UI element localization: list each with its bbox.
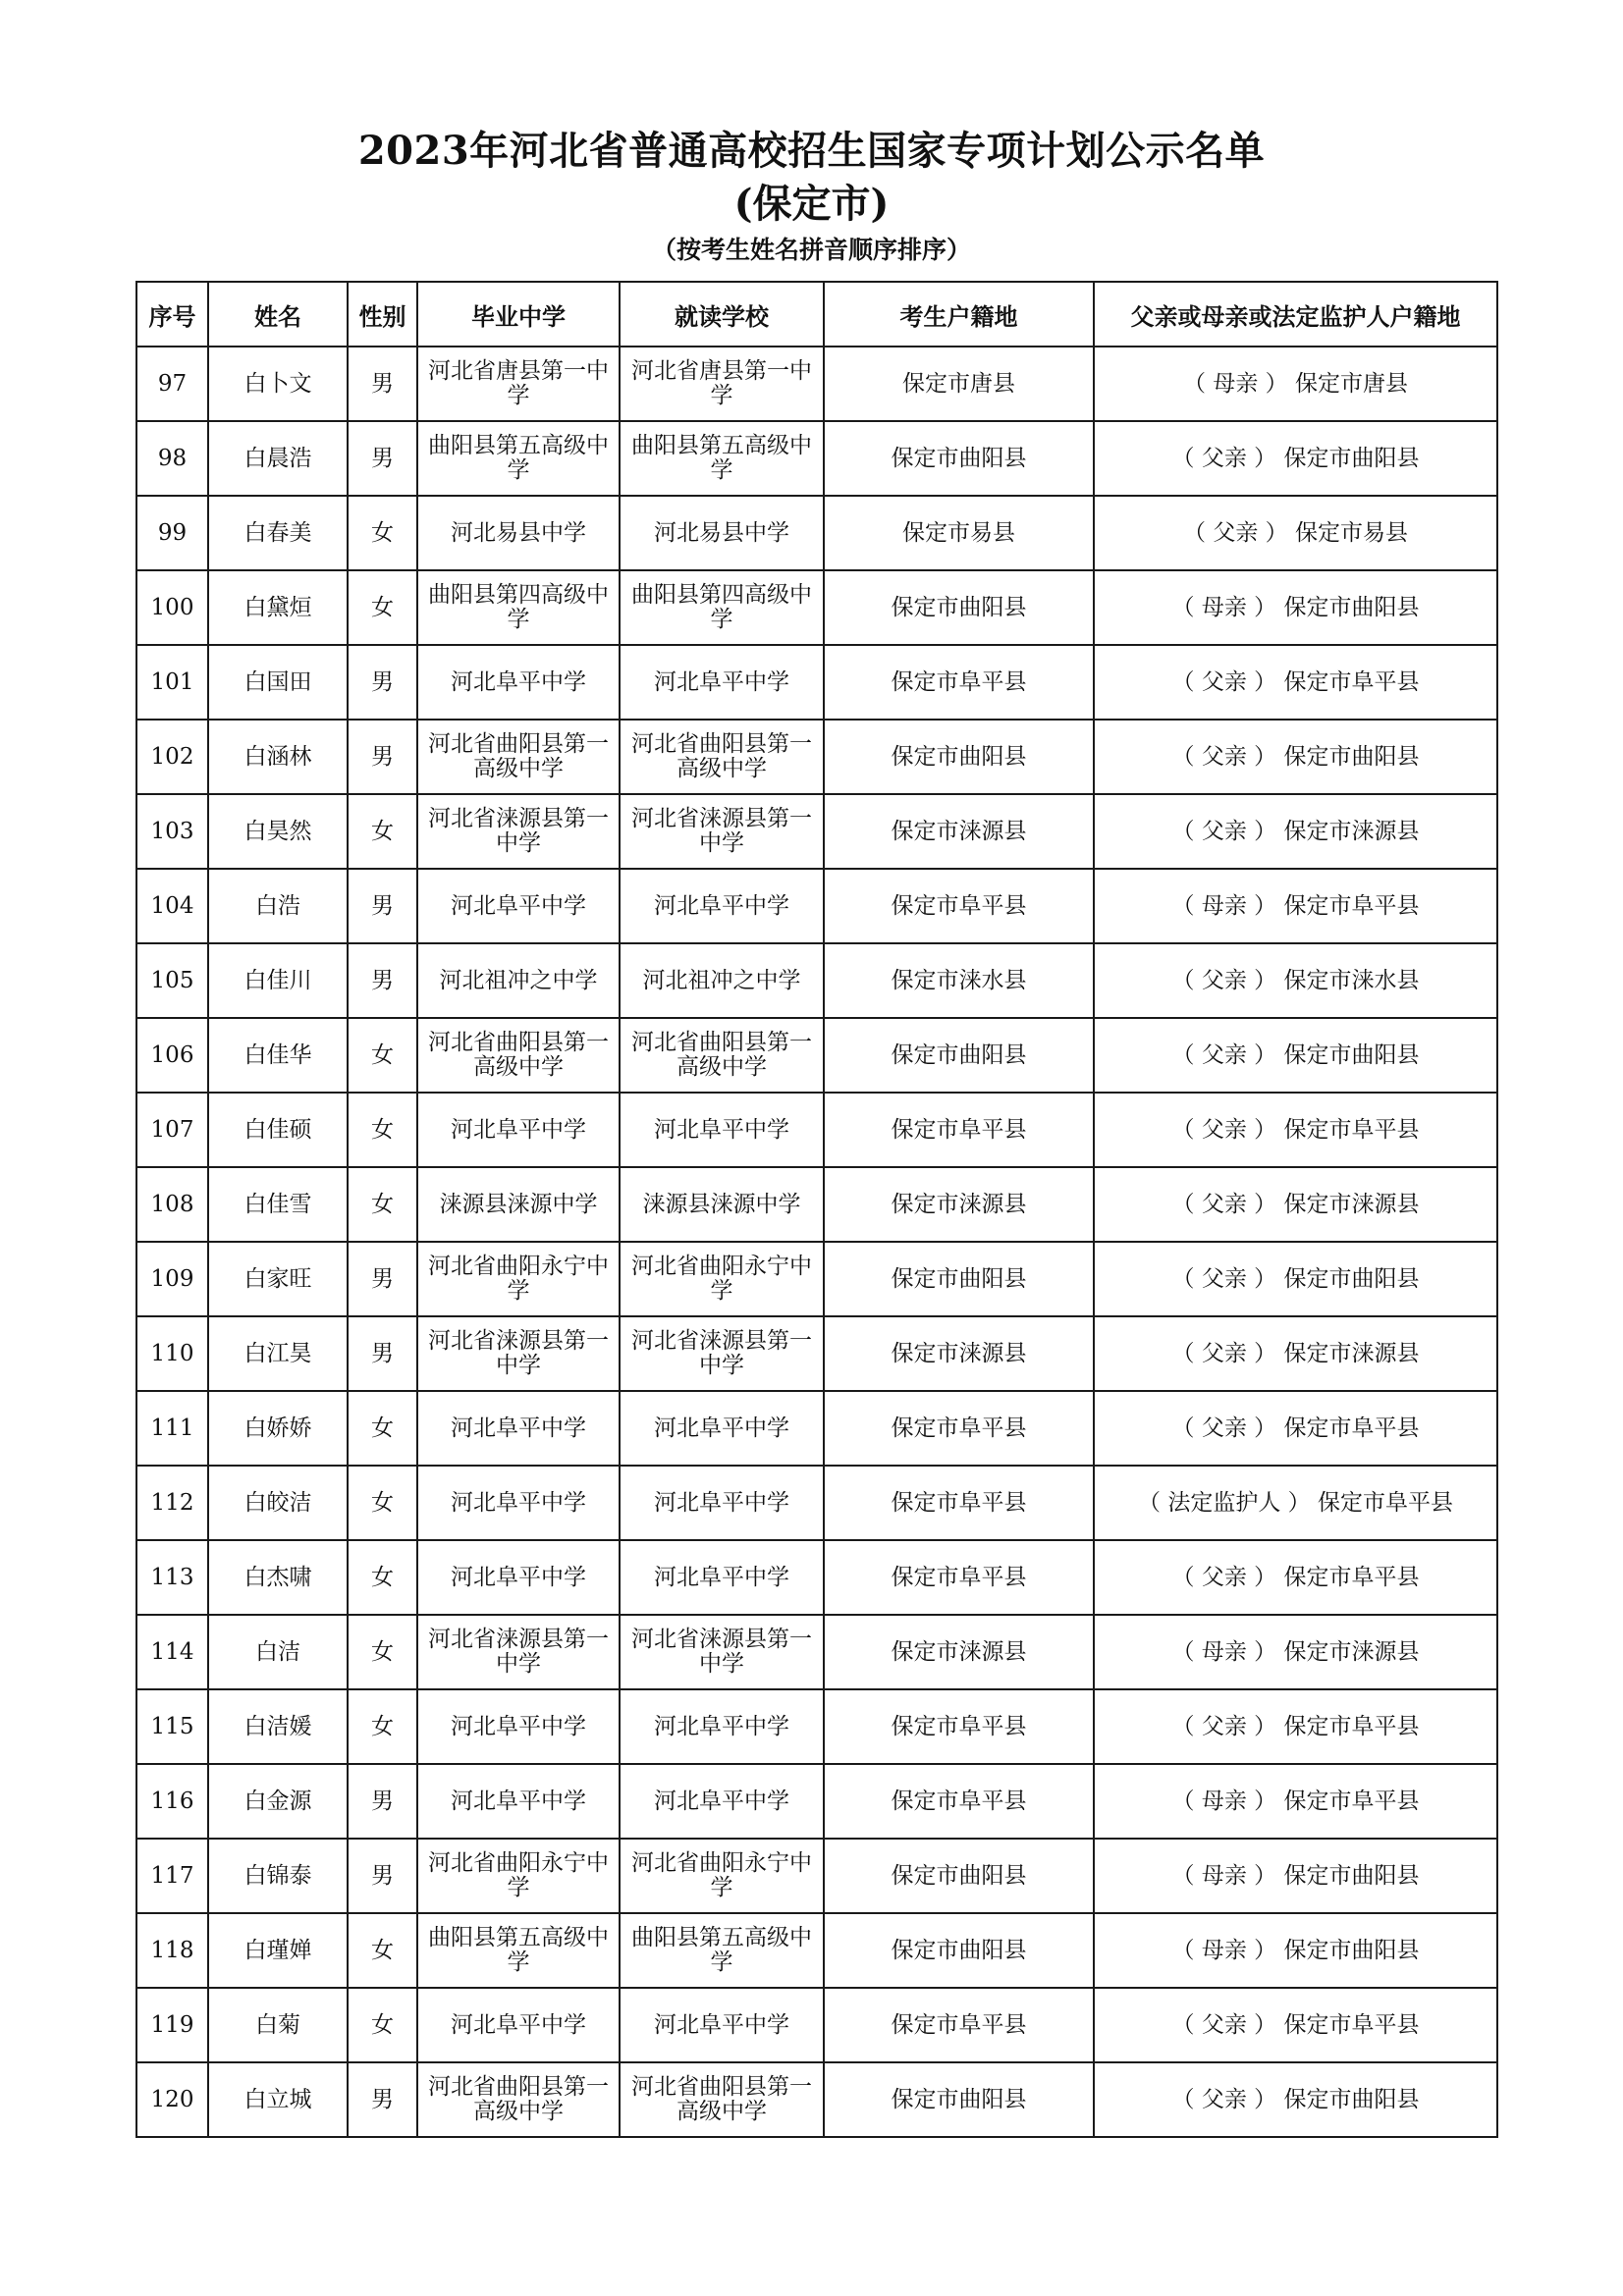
- cell-gender: 女: [348, 1391, 417, 1466]
- cell-name: 白立城: [208, 2062, 348, 2137]
- cell-name: 白洁: [208, 1615, 348, 1689]
- cell-name: 白晨浩: [208, 421, 348, 496]
- cell-name: 白菊: [208, 1988, 348, 2062]
- cell-name: 白金源: [208, 1764, 348, 1839]
- header-name: 姓名: [208, 282, 348, 347]
- table-header-row: [136, 282, 1497, 347]
- cell-graduation-school: 河北省唐县第一中学: [417, 347, 620, 421]
- cell-student-hukou: 保定市曲阳县: [824, 1018, 1094, 1093]
- cell-graduation-school: 河北阜平中学: [417, 1764, 620, 1839]
- cell-graduation-school: 河北省曲阳永宁中学: [417, 1242, 620, 1316]
- cell-index: 110: [136, 1316, 208, 1391]
- cell-guardian-hukou: （ 父亲 ） 保定市阜平县: [1094, 1689, 1497, 1764]
- cell-gender: 男: [348, 421, 417, 496]
- document-title: 2023年河北省普通高校招生国家专项计划公示名单: [357, 128, 1266, 174]
- cell-gender: 女: [348, 570, 417, 645]
- table-row: [136, 794, 1497, 869]
- cell-guardian-hukou: （ 母亲 ） 保定市曲阳县: [1094, 1913, 1497, 1988]
- cell-guardian-hukou: （ 母亲 ） 保定市曲阳县: [1094, 570, 1497, 645]
- cell-current-school: 河北阜平中学: [620, 1466, 824, 1540]
- cell-current-school: 河北阜平中学: [620, 645, 824, 720]
- cell-current-school: 河北阜平中学: [620, 1764, 824, 1839]
- cell-gender: 男: [348, 1764, 417, 1839]
- applicant-table: [135, 281, 1498, 2138]
- cell-name: 白春美: [208, 496, 348, 570]
- cell-student-hukou: 保定市唐县: [824, 347, 1094, 421]
- cell-name: 白江昊: [208, 1316, 348, 1391]
- cell-student-hukou: 保定市涞源县: [824, 1615, 1094, 1689]
- cell-graduation-school: 河北易县中学: [417, 496, 620, 570]
- cell-guardian-hukou: （ 母亲 ） 保定市涞源县: [1094, 1615, 1497, 1689]
- cell-current-school: 涞源县涞源中学: [620, 1167, 824, 1242]
- cell-current-school: 曲阳县第五高级中学: [620, 421, 824, 496]
- cell-guardian-hukou: （ 父亲 ） 保定市阜平县: [1094, 1391, 1497, 1466]
- cell-student-hukou: 保定市曲阳县: [824, 1242, 1094, 1316]
- cell-index: 100: [136, 570, 208, 645]
- cell-graduation-school: 河北省曲阳县第一高级中学: [417, 720, 620, 794]
- header-gender: 性别: [348, 282, 417, 347]
- table-body: [136, 347, 1497, 2137]
- table-row: [136, 1316, 1497, 1391]
- table-row: [136, 2062, 1497, 2137]
- table-row: [136, 347, 1497, 421]
- cell-guardian-hukou: （ 父亲 ） 保定市曲阳县: [1094, 421, 1497, 496]
- table-row: [136, 1093, 1497, 1167]
- cell-current-school: 曲阳县第五高级中学: [620, 1913, 824, 1988]
- cell-graduation-school: 河北省曲阳县第一高级中学: [417, 2062, 620, 2137]
- cell-index: 107: [136, 1093, 208, 1167]
- cell-current-school: 曲阳县第四高级中学: [620, 570, 824, 645]
- cell-current-school: 河北省曲阳永宁中学: [620, 1242, 824, 1316]
- cell-student-hukou: 保定市曲阳县: [824, 2062, 1094, 2137]
- cell-graduation-school: 河北阜平中学: [417, 1391, 620, 1466]
- cell-gender: 女: [348, 1615, 417, 1689]
- cell-gender: 男: [348, 1316, 417, 1391]
- cell-gender: 女: [348, 1913, 417, 1988]
- sort-note: （按考生姓名拼音顺序排序）: [651, 236, 971, 264]
- cell-name: 白黛烜: [208, 570, 348, 645]
- cell-graduation-school: 曲阳县第五高级中学: [417, 421, 620, 496]
- cell-student-hukou: 保定市阜平县: [824, 1093, 1094, 1167]
- cell-student-hukou: 保定市曲阳县: [824, 720, 1094, 794]
- cell-guardian-hukou: （ 父亲 ） 保定市阜平县: [1094, 1540, 1497, 1615]
- cell-current-school: 河北阜平中学: [620, 1093, 824, 1167]
- table-row: [136, 1839, 1497, 1913]
- table-row: [136, 1913, 1497, 1988]
- cell-name: 白杰啸: [208, 1540, 348, 1615]
- table-row: [136, 1242, 1497, 1316]
- header-graduation-school: 毕业中学: [417, 282, 620, 347]
- cell-graduation-school: 涞源县涞源中学: [417, 1167, 620, 1242]
- cell-student-hukou: 保定市涞源县: [824, 1167, 1094, 1242]
- table-row: [136, 1018, 1497, 1093]
- cell-index: 114: [136, 1615, 208, 1689]
- cell-name: 白家旺: [208, 1242, 348, 1316]
- cell-guardian-hukou: （ 父亲 ） 保定市易县: [1094, 496, 1497, 570]
- cell-index: 102: [136, 720, 208, 794]
- cell-index: 101: [136, 645, 208, 720]
- cell-current-school: 河北祖冲之中学: [620, 943, 824, 1018]
- cell-gender: 女: [348, 794, 417, 869]
- cell-gender: 男: [348, 347, 417, 421]
- cell-graduation-school: 河北阜平中学: [417, 1988, 620, 2062]
- cell-gender: 男: [348, 645, 417, 720]
- cell-index: 118: [136, 1913, 208, 1988]
- cell-student-hukou: 保定市阜平县: [824, 1689, 1094, 1764]
- cell-graduation-school: 河北省涞源县第一中学: [417, 794, 620, 869]
- cell-guardian-hukou: （ 母亲 ） 保定市曲阳县: [1094, 1839, 1497, 1913]
- cell-name: 白洁媛: [208, 1689, 348, 1764]
- table-row: [136, 1764, 1497, 1839]
- cell-guardian-hukou: （ 父亲 ） 保定市涞源县: [1094, 794, 1497, 869]
- cell-name: 白涵林: [208, 720, 348, 794]
- cell-guardian-hukou: （ 父亲 ） 保定市涞源县: [1094, 1167, 1497, 1242]
- cell-name: 白瑾婵: [208, 1913, 348, 1988]
- table-row: [136, 1689, 1497, 1764]
- cell-graduation-school: 曲阳县第四高级中学: [417, 570, 620, 645]
- table-row: [136, 645, 1497, 720]
- header-guardian-hukou: 父亲或母亲或法定监护人户籍地: [1094, 282, 1497, 347]
- cell-index: 109: [136, 1242, 208, 1316]
- cell-student-hukou: 保定市涞源县: [824, 1316, 1094, 1391]
- cell-student-hukou: 保定市涞源县: [824, 794, 1094, 869]
- cell-index: 119: [136, 1988, 208, 2062]
- cell-student-hukou: 保定市阜平县: [824, 869, 1094, 943]
- cell-name: 白卜文: [208, 347, 348, 421]
- cell-current-school: 河北阜平中学: [620, 1689, 824, 1764]
- cell-current-school: 河北省曲阳县第一高级中学: [620, 1018, 824, 1093]
- cell-current-school: 河北阜平中学: [620, 1540, 824, 1615]
- cell-guardian-hukou: （ 父亲 ） 保定市涞水县: [1094, 943, 1497, 1018]
- cell-gender: 女: [348, 496, 417, 570]
- cell-index: 99: [136, 496, 208, 570]
- cell-student-hukou: 保定市曲阳县: [824, 1839, 1094, 1913]
- table-row: [136, 570, 1497, 645]
- cell-index: 106: [136, 1018, 208, 1093]
- cell-gender: 男: [348, 720, 417, 794]
- cell-gender: 女: [348, 1093, 417, 1167]
- cell-gender: 女: [348, 1689, 417, 1764]
- table-row: [136, 1391, 1497, 1466]
- header-current-school: 就读学校: [620, 282, 824, 347]
- cell-current-school: 河北易县中学: [620, 496, 824, 570]
- cell-gender: 男: [348, 869, 417, 943]
- cell-gender: 女: [348, 1988, 417, 2062]
- cell-gender: 女: [348, 1167, 417, 1242]
- cell-graduation-school: 河北阜平中学: [417, 869, 620, 943]
- cell-guardian-hukou: （ 母亲 ） 保定市阜平县: [1094, 1764, 1497, 1839]
- cell-name: 白浩: [208, 869, 348, 943]
- table-row: [136, 1540, 1497, 1615]
- cell-gender: 男: [348, 1839, 417, 1913]
- cell-gender: 男: [348, 1242, 417, 1316]
- cell-index: 105: [136, 943, 208, 1018]
- table-row: [136, 869, 1497, 943]
- cell-graduation-school: 河北阜平中学: [417, 1689, 620, 1764]
- cell-current-school: 河北阜平中学: [620, 1988, 824, 2062]
- cell-name: 白佳硕: [208, 1093, 348, 1167]
- table-row: [136, 1167, 1497, 1242]
- cell-graduation-school: 曲阳县第五高级中学: [417, 1913, 620, 1988]
- cell-guardian-hukou: （ 父亲 ） 保定市曲阳县: [1094, 1018, 1497, 1093]
- cell-current-school: 河北省曲阳永宁中学: [620, 1839, 824, 1913]
- cell-student-hukou: 保定市阜平县: [824, 1540, 1094, 1615]
- cell-graduation-school: 河北阜平中学: [417, 1466, 620, 1540]
- cell-guardian-hukou: （ 父亲 ） 保定市阜平县: [1094, 1988, 1497, 2062]
- table-row: [136, 1466, 1497, 1540]
- cell-index: 104: [136, 869, 208, 943]
- document-subtitle: (保定市): [733, 181, 890, 227]
- cell-index: 112: [136, 1466, 208, 1540]
- cell-current-school: 河北阜平中学: [620, 869, 824, 943]
- cell-guardian-hukou: （ 父亲 ） 保定市阜平县: [1094, 1093, 1497, 1167]
- cell-guardian-hukou: （ 法定监护人 ） 保定市阜平县: [1094, 1466, 1497, 1540]
- cell-gender: 男: [348, 943, 417, 1018]
- cell-gender: 女: [348, 1540, 417, 1615]
- cell-index: 115: [136, 1689, 208, 1764]
- table-row: [136, 720, 1497, 794]
- cell-gender: 女: [348, 1018, 417, 1093]
- cell-student-hukou: 保定市阜平县: [824, 1466, 1094, 1540]
- cell-current-school: 河北省唐县第一中学: [620, 347, 824, 421]
- cell-gender: 女: [348, 1466, 417, 1540]
- cell-name: 白佳川: [208, 943, 348, 1018]
- cell-graduation-school: 河北阜平中学: [417, 645, 620, 720]
- cell-guardian-hukou: （ 父亲 ） 保定市曲阳县: [1094, 2062, 1497, 2137]
- table-row: [136, 1615, 1497, 1689]
- cell-name: 白佳雪: [208, 1167, 348, 1242]
- cell-graduation-school: 河北省曲阳永宁中学: [417, 1839, 620, 1913]
- cell-graduation-school: 河北省涞源县第一中学: [417, 1316, 620, 1391]
- cell-index: 98: [136, 421, 208, 496]
- cell-current-school: 河北省曲阳县第一高级中学: [620, 720, 824, 794]
- cell-index: 113: [136, 1540, 208, 1615]
- cell-guardian-hukou: （ 父亲 ） 保定市曲阳县: [1094, 1242, 1497, 1316]
- cell-graduation-school: 河北省曲阳县第一高级中学: [417, 1018, 620, 1093]
- cell-name: 白锦泰: [208, 1839, 348, 1913]
- table-row: [136, 421, 1497, 496]
- cell-student-hukou: 保定市阜平县: [824, 1988, 1094, 2062]
- cell-current-school: 河北省曲阳县第一高级中学: [620, 2062, 824, 2137]
- cell-index: 97: [136, 347, 208, 421]
- cell-student-hukou: 保定市曲阳县: [824, 570, 1094, 645]
- cell-index: 108: [136, 1167, 208, 1242]
- cell-name: 白娇娇: [208, 1391, 348, 1466]
- cell-student-hukou: 保定市阜平县: [824, 645, 1094, 720]
- cell-guardian-hukou: （ 父亲 ） 保定市曲阳县: [1094, 720, 1497, 794]
- cell-current-school: 河北省涞源县第一中学: [620, 1316, 824, 1391]
- cell-guardian-hukou: （ 父亲 ） 保定市涞源县: [1094, 1316, 1497, 1391]
- cell-graduation-school: 河北省涞源县第一中学: [417, 1615, 620, 1689]
- cell-gender: 男: [348, 2062, 417, 2137]
- cell-graduation-school: 河北阜平中学: [417, 1093, 620, 1167]
- cell-index: 117: [136, 1839, 208, 1913]
- cell-guardian-hukou: （ 父亲 ） 保定市阜平县: [1094, 645, 1497, 720]
- cell-index: 111: [136, 1391, 208, 1466]
- cell-student-hukou: 保定市易县: [824, 496, 1094, 570]
- cell-guardian-hukou: （ 母亲 ） 保定市唐县: [1094, 347, 1497, 421]
- cell-current-school: 河北省涞源县第一中学: [620, 794, 824, 869]
- cell-current-school: 河北阜平中学: [620, 1391, 824, 1466]
- cell-index: 116: [136, 1764, 208, 1839]
- cell-student-hukou: 保定市阜平县: [824, 1764, 1094, 1839]
- cell-student-hukou: 保定市曲阳县: [824, 421, 1094, 496]
- table-row: [136, 496, 1497, 570]
- header-index: 序号: [136, 282, 208, 347]
- cell-name: 白国田: [208, 645, 348, 720]
- cell-current-school: 河北省涞源县第一中学: [620, 1615, 824, 1689]
- table-row: [136, 1988, 1497, 2062]
- cell-student-hukou: 保定市阜平县: [824, 1391, 1094, 1466]
- header-student-hukou: 考生户籍地: [824, 282, 1094, 347]
- document-header: [0, 124, 1623, 269]
- cell-index: 120: [136, 2062, 208, 2137]
- cell-name: 白佳华: [208, 1018, 348, 1093]
- cell-graduation-school: 河北祖冲之中学: [417, 943, 620, 1018]
- cell-graduation-school: 河北阜平中学: [417, 1540, 620, 1615]
- cell-index: 103: [136, 794, 208, 869]
- cell-student-hukou: 保定市涞水县: [824, 943, 1094, 1018]
- cell-guardian-hukou: （ 母亲 ） 保定市阜平县: [1094, 869, 1497, 943]
- cell-name: 白皎洁: [208, 1466, 348, 1540]
- cell-name: 白昊然: [208, 794, 348, 869]
- table-row: [136, 943, 1497, 1018]
- cell-student-hukou: 保定市曲阳县: [824, 1913, 1094, 1988]
